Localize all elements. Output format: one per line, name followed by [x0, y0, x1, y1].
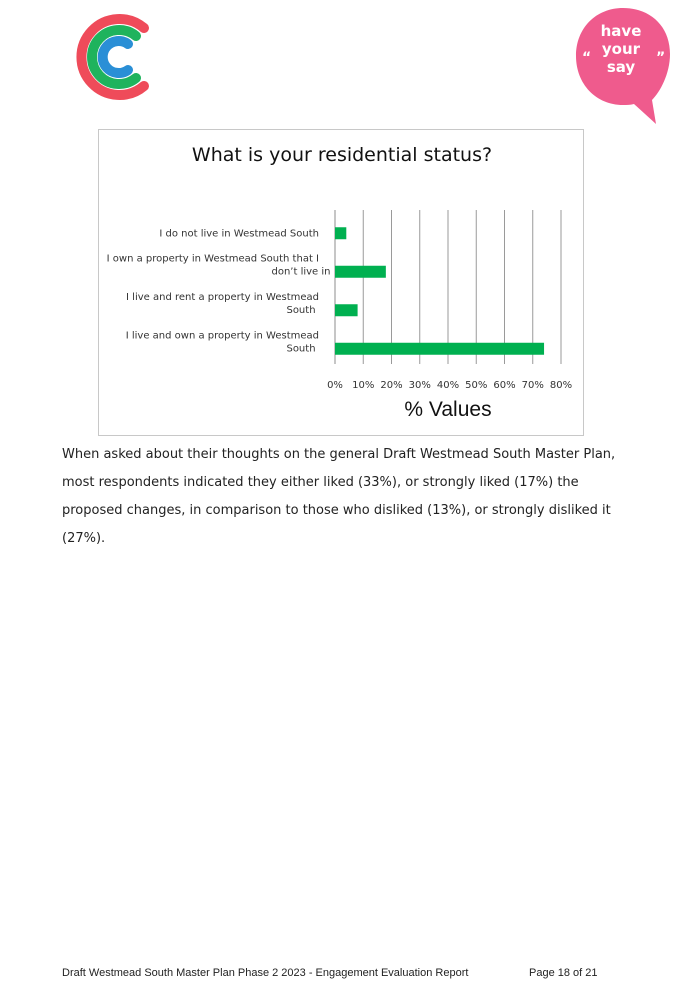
- footer-report-title: Draft Westmead South Master Plan Phase 2 2023 - Engagement Evaluation Report: [62, 967, 469, 979]
- svg-text:”: ”: [656, 50, 666, 66]
- chart-bars: [335, 227, 544, 355]
- chart-category-label: I own a property in Westmead South that I don’t live in: [106, 253, 331, 278]
- body-paragraph: When asked about their thoughts on the general Draft Westmead South Master Plan, most respondents indicated they either liked (33%), or strongly liked (17%) the proposed changes, in comparison to those who disliked (13%), or strongly disliked it (27%).: [62, 447, 616, 546]
- council-c-logo-icon: [66, 8, 158, 106]
- chart-x-tick-label: 0%: [327, 380, 343, 391]
- wordmark-line: your: [601, 40, 641, 58]
- residential-status-chart: [98, 129, 584, 436]
- chart-x-tick-label: 70%: [521, 380, 544, 391]
- chart-x-tick-label: 10%: [352, 380, 375, 391]
- chart-bar: [335, 304, 358, 316]
- chart-category-label: I live and own a property in Westmead South: [125, 330, 319, 355]
- chart-x-tick-label: 50%: [465, 380, 488, 391]
- chart-x-tick-label: 30%: [408, 380, 431, 391]
- footer-page-number: Page 18 of 21: [529, 967, 598, 979]
- chart-category-labels: [107, 228, 331, 354]
- have-your-say-wordmark: [577, 22, 665, 76]
- chart-x-tick-label: 80%: [549, 380, 573, 391]
- chart-x-axis-label: % Values: [404, 398, 492, 421]
- chart-bar: [335, 266, 386, 278]
- chart-x-tick-label: 40%: [436, 380, 460, 391]
- wordmark-line: have: [600, 22, 642, 40]
- chart-gridlines: [335, 210, 561, 364]
- chart-category-label: I live and rent a property in Westmead South: [126, 291, 319, 316]
- chart-x-tick-labels: [327, 380, 572, 391]
- chart-x-tick-label: 20%: [380, 380, 403, 391]
- chart-bar: [335, 343, 544, 355]
- chart-title: What is your residential status?: [191, 144, 493, 166]
- wordmark-line: say: [606, 58, 636, 76]
- chart-category-label: I do not live in Westmead South: [159, 228, 319, 240]
- svg-text:“: “: [582, 50, 592, 66]
- chart-x-tick-label: 60%: [493, 380, 516, 391]
- chart-canvas: [99, 130, 585, 437]
- chart-bar: [335, 227, 346, 239]
